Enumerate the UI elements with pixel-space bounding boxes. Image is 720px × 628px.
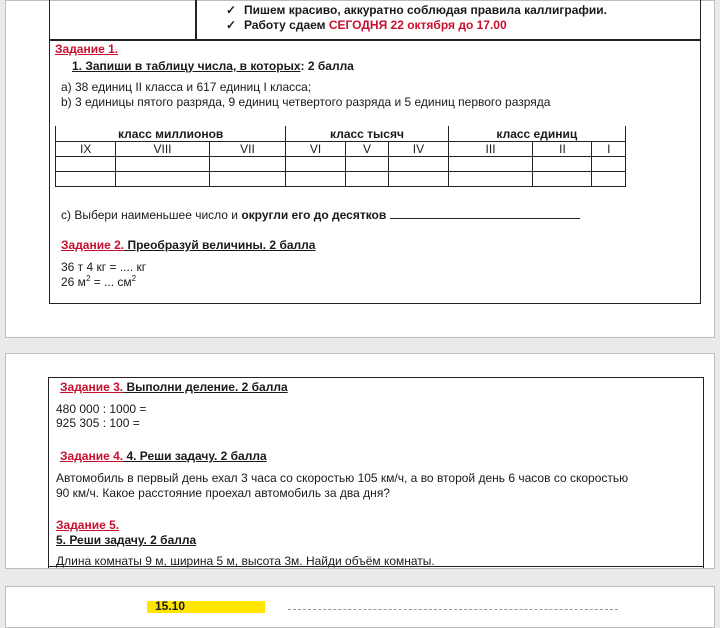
checkmark-icon: ✓ (226, 18, 237, 32)
answer-cell[interactable] (533, 172, 592, 187)
answer-cell[interactable] (448, 157, 533, 172)
task3-heading: Задание 3. Выполни деление. 2 балла (60, 380, 288, 394)
rank-cell: III (448, 142, 533, 157)
task3-line2: 925 305 : 100 = (56, 416, 140, 430)
task2-line1: 36 т 4 кг = .... кг (61, 260, 147, 274)
answer-row (56, 172, 626, 187)
task2-heading: Задание 2. Преобразуй величины. 2 балла (61, 238, 316, 252)
class-millions: класс миллионов (56, 126, 286, 142)
task1-item-b: b) 3 единицы пятого разряда, 9 единиц четвертого разряда и 5 единиц первого разряда (61, 95, 551, 109)
answer-cell[interactable] (448, 172, 533, 187)
task4-text2: 90 км/ч. Какое расстояние проехал автомобиль за два дня? (56, 486, 390, 500)
answer-cell[interactable] (116, 157, 209, 172)
header-left-cell (49, 0, 197, 41)
answer-cell[interactable] (345, 157, 388, 172)
task4-text1: Автомобиль в первый день ехал 3 часа со скоростью 105 км/ч, а во второй день 6 часов со скоростью (56, 471, 629, 485)
answer-cell[interactable] (389, 157, 448, 172)
answer-cell[interactable] (116, 172, 209, 187)
rank-cell: II (533, 142, 592, 157)
class-units: класс единиц (448, 126, 625, 142)
checkmark-icon: ✓ (226, 3, 237, 17)
rank-cell: V (345, 142, 388, 157)
answer-cell[interactable] (533, 157, 592, 172)
rank-cell: VIII (116, 142, 209, 157)
class-thousands: класс тысяч (286, 126, 448, 142)
task5-subtitle: 5. Реши задачу. 2 балла (56, 533, 197, 547)
highlight (147, 601, 265, 613)
deadline: СЕГОДНЯ 22 октября до 17.00 (328, 18, 507, 32)
tasks-3-5-block (48, 377, 704, 568)
task5-text: Длина комнаты 9 м, ширина 5 м, высота 3м. Найди объём комнаты. (56, 554, 435, 568)
tasks-1-2-block (49, 39, 701, 304)
rank-cell: VII (209, 142, 286, 157)
task2-line2: 26 $м^2$ = ... $см^2$ (61, 274, 137, 289)
partial-date: 15.10 (155, 599, 186, 613)
answer-cell[interactable] (592, 172, 626, 187)
worksheet-card-2 (5, 353, 715, 569)
rule-2: ✓ Работу сдаем СЕГОДНЯ 22 октября до 17.00 (226, 18, 507, 32)
answer-cell[interactable] (592, 157, 626, 172)
task1-subtitle: 1. Запиши в таблицу числа, в которых: 2 балла (72, 59, 354, 73)
task3-line1: 480 000 : 1000 = (56, 402, 147, 416)
cut-text-line (288, 609, 618, 610)
answer-cell[interactable] (209, 157, 286, 172)
answer-cell[interactable] (286, 157, 345, 172)
class-header-row (56, 126, 626, 142)
block-bottom-border (48, 566, 704, 567)
task5-title: Задание 5. (56, 518, 120, 532)
rule-1: ✓ Пишем красиво, аккуратно соблюдая правила каллиграфии. (226, 3, 607, 17)
worksheet-card-3 (5, 586, 715, 628)
header-rules-cell (195, 0, 701, 41)
answer-row (56, 157, 626, 172)
answer-cell[interactable] (56, 172, 116, 187)
answer-cell[interactable] (286, 172, 345, 187)
answer-cell[interactable] (209, 172, 286, 187)
answer-cell[interactable] (56, 157, 116, 172)
rank-cell: IX (56, 142, 116, 157)
answer-cell[interactable] (389, 172, 448, 187)
task4-heading: Задание 4. 4. Реши задачу. 2 балла (60, 449, 267, 463)
rank-table (55, 126, 626, 187)
answer-line[interactable] (390, 207, 580, 219)
task1-item-a: а) 38 единиц II класса и 617 единиц I класса; (61, 80, 312, 94)
rank-cell: IV (389, 142, 448, 157)
rank-row (56, 142, 626, 157)
worksheet-card-1 (5, 0, 715, 338)
answer-cell[interactable] (345, 172, 388, 187)
task1-title: Задание 1. (55, 42, 119, 56)
task1-item-c: c) Выбери наименьшее число и округли его до десятков (61, 207, 580, 222)
rank-cell: VI (286, 142, 345, 157)
rank-cell: I (592, 142, 626, 157)
